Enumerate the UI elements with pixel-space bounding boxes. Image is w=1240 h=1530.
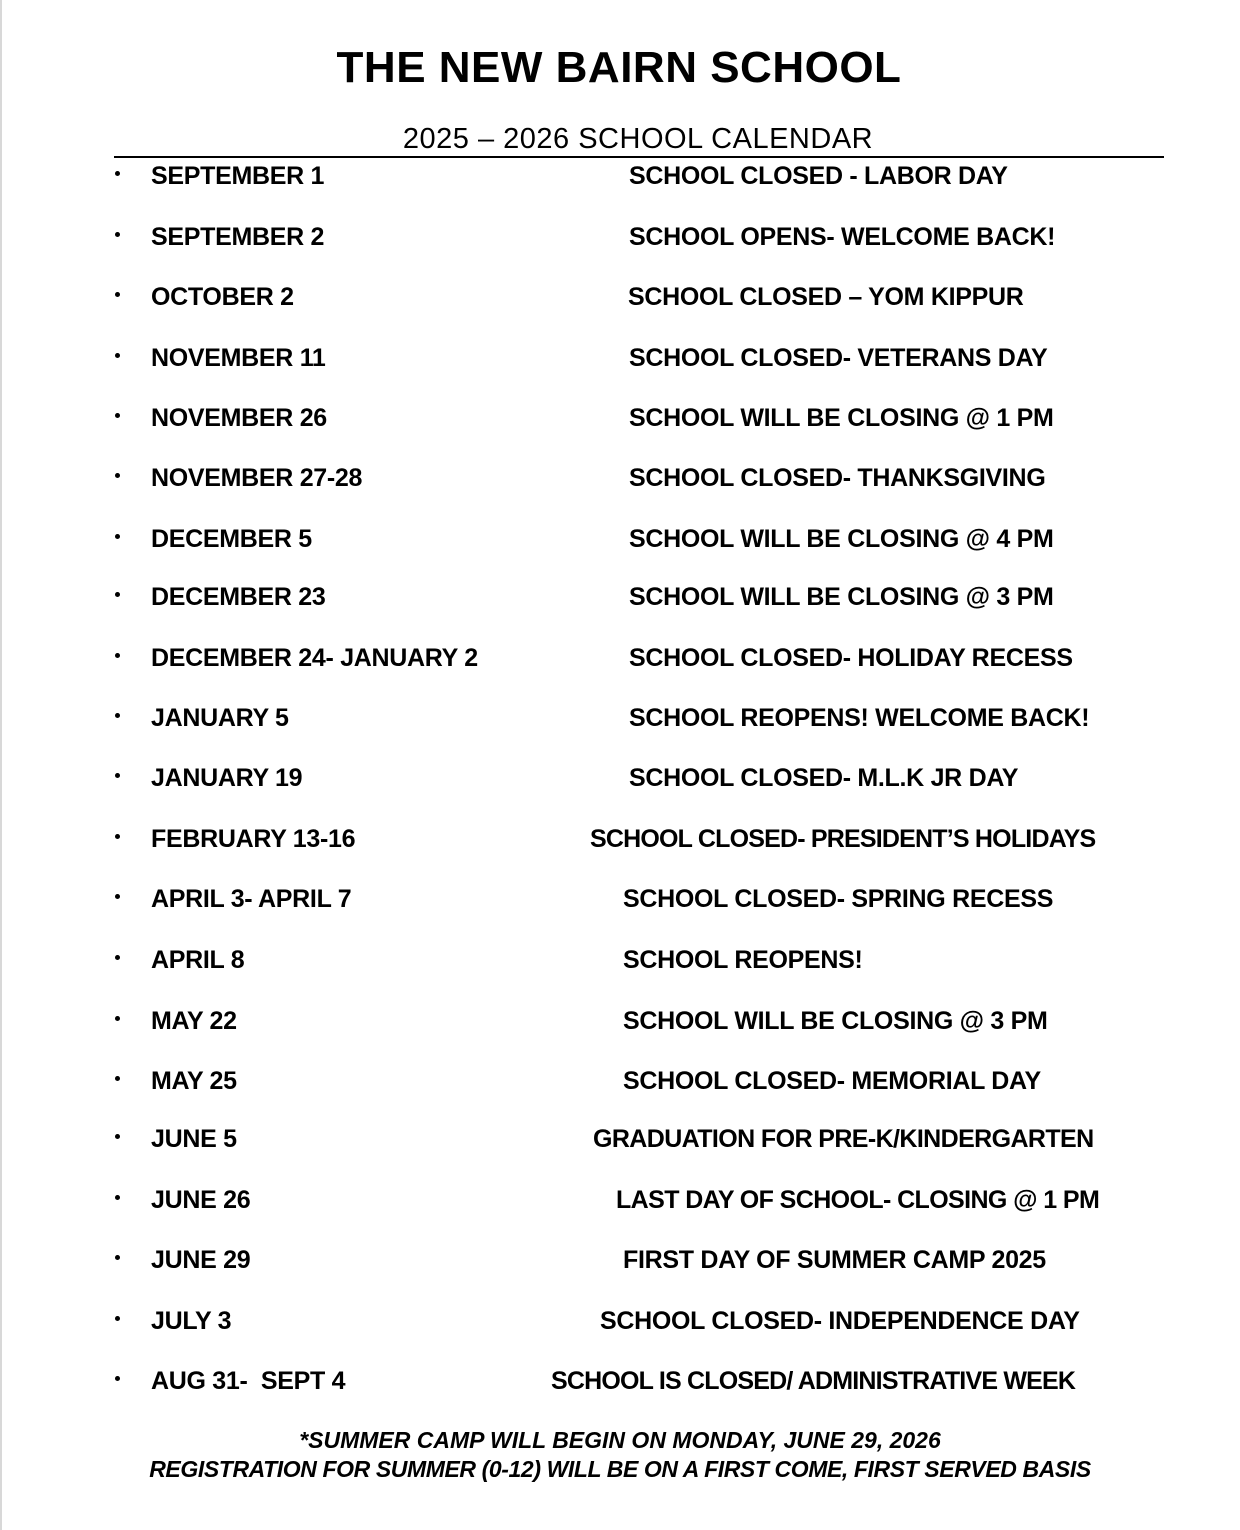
event-date: DECEMBER 24- JANUARY 2	[151, 644, 478, 672]
school-name: THE NEW BAIRN SCHOOL	[336, 43, 902, 92]
event-date: JUNE 29	[151, 1246, 251, 1274]
event-date: JUNE 5	[151, 1125, 237, 1153]
event-description: SCHOOL WILL BE CLOSING @ 3 PM	[623, 1007, 1048, 1035]
event-description: SCHOOL CLOSED- THANKSGIVING	[629, 464, 1046, 492]
event-row	[0, 1183, 1240, 1217]
event-row	[0, 822, 1240, 856]
event-date: JUNE 26	[151, 1186, 251, 1214]
bullet-icon	[115, 1016, 120, 1021]
bullet-icon	[115, 232, 120, 237]
event-description: SCHOOL CLOSED- PRESIDENT’S HOLIDAYS	[590, 825, 1096, 853]
event-date: MAY 25	[151, 1067, 237, 1095]
bullet-icon	[115, 653, 120, 658]
event-row	[0, 341, 1240, 375]
event-description: SCHOOL REOPENS! WELCOME BACK!	[629, 704, 1090, 732]
event-date: JULY 3	[151, 1307, 232, 1335]
bullet-icon	[115, 473, 120, 478]
event-row	[0, 1122, 1240, 1156]
bullet-icon	[115, 1134, 120, 1139]
event-row	[0, 1364, 1240, 1398]
bullet-icon	[115, 171, 120, 176]
bullet-icon	[115, 413, 120, 418]
event-date: DECEMBER 5	[151, 525, 312, 553]
event-date: SEPTEMBER 1	[151, 162, 325, 190]
event-date: FEBRUARY 13-16	[151, 825, 356, 853]
event-description: SCHOOL CLOSED- SPRING RECESS	[623, 885, 1054, 913]
event-description: SCHOOL CLOSED- MEMORIAL DAY	[623, 1067, 1041, 1095]
event-description: SCHOOL CLOSED- INDEPENDENCE DAY	[600, 1307, 1080, 1335]
event-description: SCHOOL CLOSED- M.L.K JR DAY	[629, 764, 1019, 792]
event-description: SCHOOL CLOSED- VETERANS DAY	[629, 344, 1048, 372]
calendar-subtitle: 2025 – 2026 SCHOOL CALENDAR	[402, 123, 874, 155]
bullet-icon	[115, 894, 120, 899]
summer-camp-note: *SUMMER CAMP WILL BEGIN ON MONDAY, JUNE 29, 2026	[299, 1427, 941, 1453]
event-description: SCHOOL WILL BE CLOSING @ 1 PM	[629, 404, 1054, 432]
event-date: AUG 31- SEPT 4	[151, 1367, 346, 1395]
event-description: SCHOOL CLOSED- HOLIDAY RECESS	[629, 644, 1073, 672]
event-row	[0, 1304, 1240, 1338]
bullet-icon	[115, 1316, 120, 1321]
event-description: GRADUATION FOR PRE-K/KINDERGARTEN	[593, 1125, 1094, 1153]
bullet-icon	[115, 592, 120, 597]
event-date: APRIL 3- APRIL 7	[151, 885, 352, 913]
bullet-icon	[115, 1195, 120, 1200]
event-date: JANUARY 5	[151, 704, 289, 732]
event-row	[0, 761, 1240, 795]
event-description: SCHOOL OPENS- WELCOME BACK!	[629, 223, 1056, 251]
event-date: SEPTEMBER 2	[151, 223, 325, 251]
bullet-icon	[115, 1076, 120, 1081]
bullet-icon	[115, 834, 120, 839]
event-description: SCHOOL WILL BE CLOSING @ 4 PM	[629, 525, 1054, 553]
event-row	[0, 522, 1240, 556]
event-date: MAY 22	[151, 1007, 237, 1035]
bullet-icon	[115, 353, 120, 358]
event-row	[0, 461, 1240, 495]
event-row	[0, 1064, 1240, 1098]
event-row	[0, 882, 1240, 916]
event-description: LAST DAY OF SCHOOL- CLOSING @ 1 PM	[616, 1186, 1100, 1214]
event-row	[0, 220, 1240, 254]
event-description: SCHOOL CLOSED – YOM KIPPUR	[628, 283, 1024, 311]
bullet-icon	[115, 713, 120, 718]
event-row	[0, 401, 1240, 435]
event-date: JANUARY 19	[151, 764, 303, 792]
bullet-icon	[115, 292, 120, 297]
event-row	[0, 641, 1240, 675]
event-date: DECEMBER 23	[151, 583, 326, 611]
event-row	[0, 701, 1240, 735]
event-row	[0, 1004, 1240, 1038]
event-description: SCHOOL IS CLOSED/ ADMINISTRATIVE WEEK	[551, 1367, 1076, 1395]
bullet-icon	[115, 1255, 120, 1260]
bullet-icon	[115, 534, 120, 539]
event-row	[0, 943, 1240, 977]
event-row	[0, 580, 1240, 614]
bullet-icon	[115, 955, 120, 960]
event-date: NOVEMBER 11	[151, 344, 326, 372]
event-row	[0, 159, 1240, 193]
event-date: NOVEMBER 26	[151, 404, 327, 432]
bullet-icon	[115, 1376, 120, 1381]
event-date: APRIL 8	[151, 946, 245, 974]
event-row	[0, 1243, 1240, 1277]
event-row	[0, 280, 1240, 314]
event-description: SCHOOL WILL BE CLOSING @ 3 PM	[629, 583, 1054, 611]
event-date: NOVEMBER 27-28	[151, 464, 363, 492]
bullet-icon	[115, 773, 120, 778]
registration-note: REGISTRATION FOR SUMMER (0-12) WILL BE ON A FIRST COME, FIRST SERVED BASIS	[149, 1456, 1091, 1482]
event-description: FIRST DAY OF SUMMER CAMP 2025	[623, 1246, 1046, 1274]
event-description: SCHOOL CLOSED - LABOR DAY	[629, 162, 1008, 190]
event-date: OCTOBER 2	[151, 283, 294, 311]
event-description: SCHOOL REOPENS!	[623, 946, 863, 974]
